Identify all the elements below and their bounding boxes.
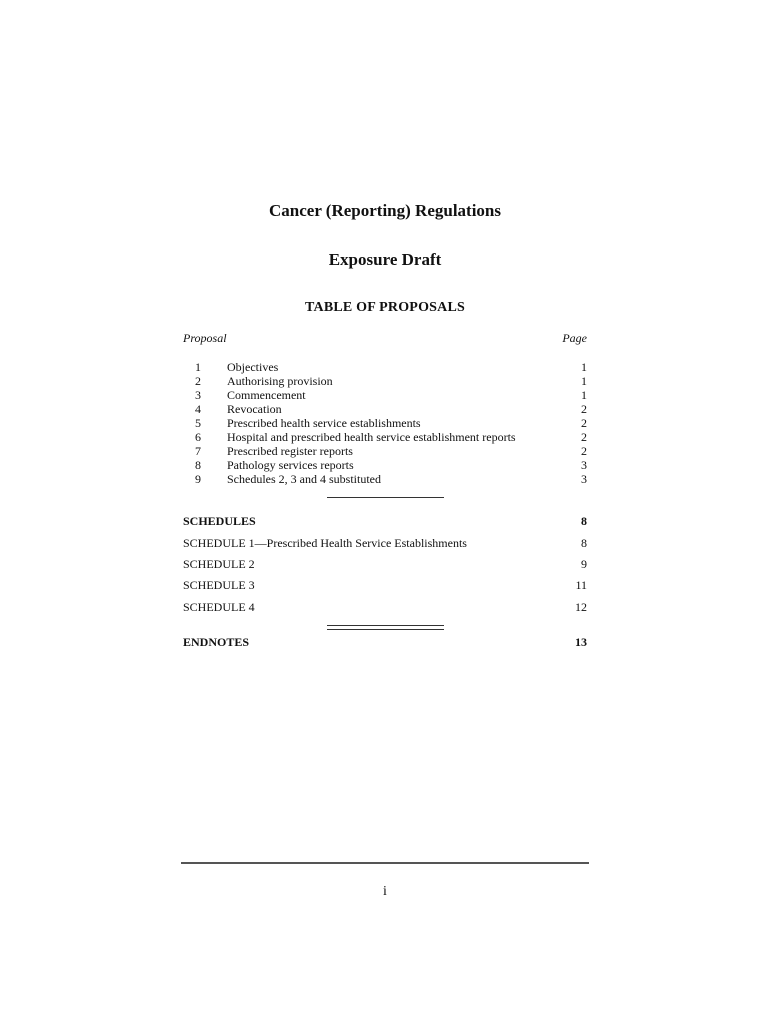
page-column-header: Page bbox=[562, 331, 587, 345]
toc-heading: TABLE OF PROPOSALS bbox=[305, 300, 465, 315]
endnotes-heading: ENDNOTES bbox=[183, 635, 250, 649]
schedule-row bbox=[183, 556, 587, 572]
section-divider bbox=[327, 497, 444, 498]
endnotes-row bbox=[183, 634, 587, 650]
proposal-row bbox=[183, 388, 587, 402]
proposal-page: 2 bbox=[581, 416, 587, 430]
proposal-label: Pathology services reports bbox=[227, 458, 354, 472]
proposal-row bbox=[183, 458, 587, 472]
proposal-number: 5 bbox=[195, 416, 201, 430]
page-number: i bbox=[383, 884, 387, 899]
schedules-heading-row bbox=[183, 513, 587, 529]
proposal-number: 3 bbox=[195, 388, 201, 402]
proposal-number: 6 bbox=[195, 430, 201, 444]
proposal-page: 1 bbox=[581, 360, 587, 374]
proposal-row bbox=[183, 444, 587, 458]
footer-rule bbox=[181, 862, 589, 864]
proposal-page: 3 bbox=[581, 458, 587, 472]
proposal-page: 2 bbox=[581, 444, 587, 458]
schedule-label: SCHEDULE 4 bbox=[183, 600, 255, 614]
proposal-page: 3 bbox=[581, 472, 587, 486]
proposal-row bbox=[183, 472, 587, 486]
proposal-number: 7 bbox=[195, 444, 201, 458]
endnotes-page: 13 bbox=[575, 635, 587, 649]
proposal-label: Commencement bbox=[227, 388, 306, 402]
proposal-number: 8 bbox=[195, 458, 201, 472]
proposal-page: 1 bbox=[581, 388, 587, 402]
schedule-row bbox=[183, 535, 587, 551]
proposal-number: 4 bbox=[195, 402, 201, 416]
proposal-row bbox=[183, 416, 587, 430]
proposal-page: 2 bbox=[581, 430, 587, 444]
proposal-row bbox=[183, 402, 587, 416]
schedule-page: 8 bbox=[581, 536, 587, 550]
proposal-page: 1 bbox=[581, 374, 587, 388]
proposal-page: 2 bbox=[581, 402, 587, 416]
double-divider bbox=[327, 625, 444, 630]
proposal-number: 9 bbox=[195, 472, 201, 486]
proposal-label: Hospital and prescribed health service establishment reports bbox=[227, 430, 516, 444]
proposal-label: Prescribed health service establishments bbox=[227, 416, 421, 430]
schedule-row bbox=[183, 577, 587, 593]
proposal-number: 2 bbox=[195, 374, 201, 388]
schedules-heading: SCHEDULES bbox=[183, 514, 256, 528]
proposal-list bbox=[183, 360, 587, 486]
proposal-label: Prescribed register reports bbox=[227, 444, 353, 458]
proposal-column-header: Proposal bbox=[183, 331, 227, 345]
schedule-page: 11 bbox=[575, 578, 587, 592]
document-title: Cancer (Reporting) Regulations bbox=[269, 201, 501, 220]
schedules-heading-page: 8 bbox=[581, 514, 587, 528]
proposal-label: Schedules 2, 3 and 4 substituted bbox=[227, 472, 381, 486]
schedule-label: SCHEDULE 2 bbox=[183, 557, 255, 571]
document-subtitle: Exposure Draft bbox=[328, 250, 442, 269]
proposal-row bbox=[183, 360, 587, 374]
schedule-page: 9 bbox=[581, 557, 587, 571]
proposal-label: Authorising provision bbox=[227, 374, 333, 388]
schedule-label: SCHEDULE 1—Prescribed Health Service Establishments bbox=[183, 536, 467, 550]
schedule-row bbox=[183, 599, 587, 615]
proposal-label: Objectives bbox=[227, 360, 279, 374]
proposal-row bbox=[183, 430, 587, 444]
schedule-page: 12 bbox=[575, 600, 587, 614]
proposal-label: Revocation bbox=[227, 402, 282, 416]
proposal-row bbox=[183, 374, 587, 388]
schedule-label: SCHEDULE 3 bbox=[183, 578, 255, 592]
proposal-number: 1 bbox=[195, 360, 201, 374]
